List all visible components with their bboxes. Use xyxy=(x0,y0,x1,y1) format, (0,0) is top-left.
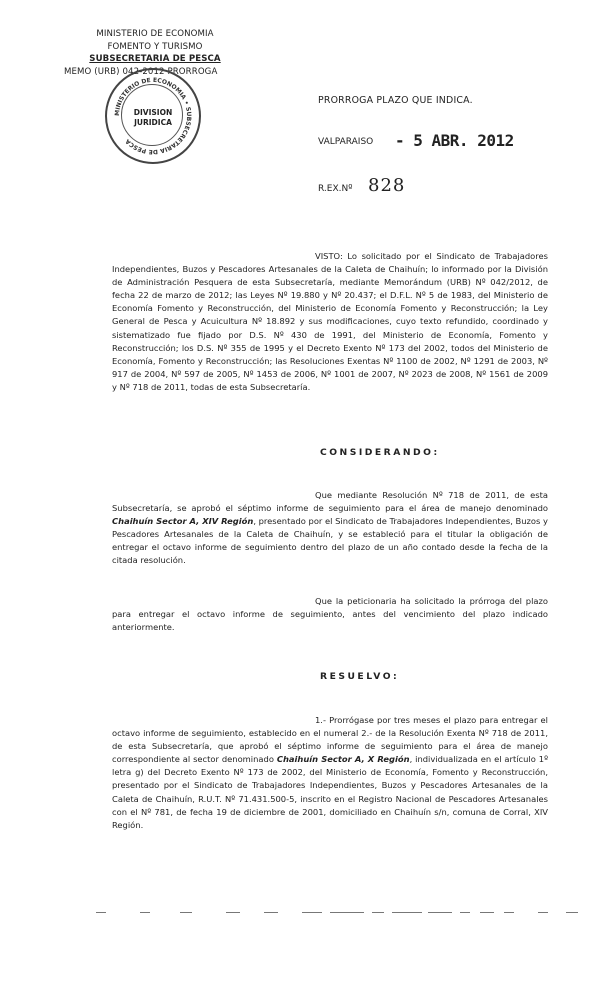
rex-number: 828 xyxy=(368,175,406,196)
considerando-paragraph-1 xyxy=(112,489,548,568)
resuelvo-1-post: , individualizada en el artículo 1º letra g) del Decreto Exento Nº 173 de 2002, del Ministerio de Economía, Fomento y Reconstrucción, presentado por el Sindicato de Trabajadores Independientes, Buzos y Pescadores Artesanales de la Caleta de Chaihuín, R.U.T. Nº 71.431.500-5, inscrito en el Registro Nacional de Pescadores Artesanales con el Nº 781, de fecha 19 de diciembre de 2001, domiciliado en Chaihuín s/n, comuna de Corral, XIV Región. xyxy=(112,754,549,830)
rex-label: R.EX.Nº xyxy=(318,184,353,194)
place: VALPARAISO xyxy=(318,137,374,147)
stamp-center-line1: DIVISION xyxy=(133,108,173,117)
document-title: PRORROGA PLAZO QUE INDICA. xyxy=(318,95,473,106)
footer-dash-line xyxy=(0,912,600,914)
footer-dash xyxy=(392,912,422,913)
footer-dash xyxy=(566,912,578,913)
footer-dash xyxy=(504,912,514,913)
footer-dash xyxy=(180,912,192,913)
considerando-1-area-name: Chaihuín Sector A, XIV Región xyxy=(112,516,254,527)
footer-dash xyxy=(140,912,150,913)
footer-dash xyxy=(330,912,364,913)
visto-paragraph: VISTO: Lo solicitado por el Sindicato de Trabajadores Independientes, Buzos y Pescadores Artesanales de la Caleta de Chaihuín; lo informado por la División de Administración Pesquera de esta Subsecretaría, mediante Memorándum (URB) Nº 042/2012, de fecha 22 de marzo de 2012; las Leyes Nº 19.880 y Nº 20.437; el D.F.L. Nº 5 de 1983, del Ministerio de Economía Fomento y Reconstrucción, del Ministerio de Economía Fomento y Reconstrucción; la Ley General de Pesca y Acuicultura Nº 18.892 y sus modificaciones, cuyo texto refundido, coordinado y sistematizado fue fijado por D.S. Nº 430 de 1991, del Ministerio de Economía, Fomento y Reconstrucción; los D.S. Nº 355 de 1995 y el Decreto Exento Nº 173 del 2002, todos del Ministerio de Economía, Fomento y Reconstrucción; las Resoluciones Exentas Nº 1100 de 2002, Nº 1291 de 2003, Nº 917 de 2004, Nº 597 de 2005, Nº 1453 de 2006, Nº 1001 de 2007, Nº 2023 de 2008, Nº 1561 de 2009 y Nº 718 de 2011, todas de esta Subsecretaría. xyxy=(112,251,548,392)
memo-reference: MEMO (URB) 042-2012 PRORROGA xyxy=(64,66,218,77)
considerando-heading: CONSIDERANDO: xyxy=(320,447,440,458)
resuelvo-1-area-name: Chaihuín Sector A, X Región xyxy=(276,754,410,765)
considerando-paragraph-2: Que la peticionaria ha solicitado la prórroga del plazo para entregar el octavo informe de seguimiento, antes del vencimiento del plazo indicado anteriormente. xyxy=(112,596,548,633)
resuelvo-1-pre: 1.- Prorrógase por tres meses el plazo para entregar el octavo informe de seguimiento, establecido en el numeral 2.- de la Resolución Exenta Nº 718 de 2011, de esta Subsecretaría, que aprobó el séptimo informe de seguimiento para el área de manejo correspondiente al sector denominado xyxy=(112,715,548,765)
footer-dash xyxy=(460,912,470,913)
resuelvo-heading: RESUELVO: xyxy=(320,671,400,682)
footer-dash xyxy=(538,912,548,913)
stamp-center-line2: JURIDICA xyxy=(134,118,172,127)
footer-dash xyxy=(226,912,240,913)
footer-dash xyxy=(96,912,106,913)
ministry-subline: FOMENTO Y TURISMO xyxy=(107,41,203,52)
footer-dash xyxy=(428,912,452,913)
footer-dash xyxy=(372,912,384,913)
ministry-line: MINISTERIO DE ECONOMIA xyxy=(96,29,214,39)
resuelvo-paragraph-1 xyxy=(112,714,548,832)
stamp-ring-text: MINISTERIO DE ECONOMIA • SUBSECRETARIA DE PESCA xyxy=(113,76,193,156)
considerando-1-pre: Que mediante Resolución Nº 718 de 2011, de esta Subsecretaría, se aprobó el séptimo informe de seguimiento para el área de manejo denominado xyxy=(112,490,548,514)
date-stamp: - 5 ABR. 2012 xyxy=(395,131,514,150)
footer-dash xyxy=(302,912,322,913)
subsecretaria-line: SUBSECRETARIA DE PESCA xyxy=(89,54,221,64)
footer-dash xyxy=(480,912,494,913)
footer-dash xyxy=(264,912,278,913)
division-juridica-stamp xyxy=(105,68,201,164)
considerando-1-post: , presentado por el Sindicato de Trabajadores Independientes, Buzos y Pescadores Artesanales de la Caleta de Chaihuín, y se estableció para el titular la obligación de entregar el octavo informe de seguimiento dentro del plazo de un año contado desde la fecha de la citada resolución. xyxy=(112,516,548,566)
